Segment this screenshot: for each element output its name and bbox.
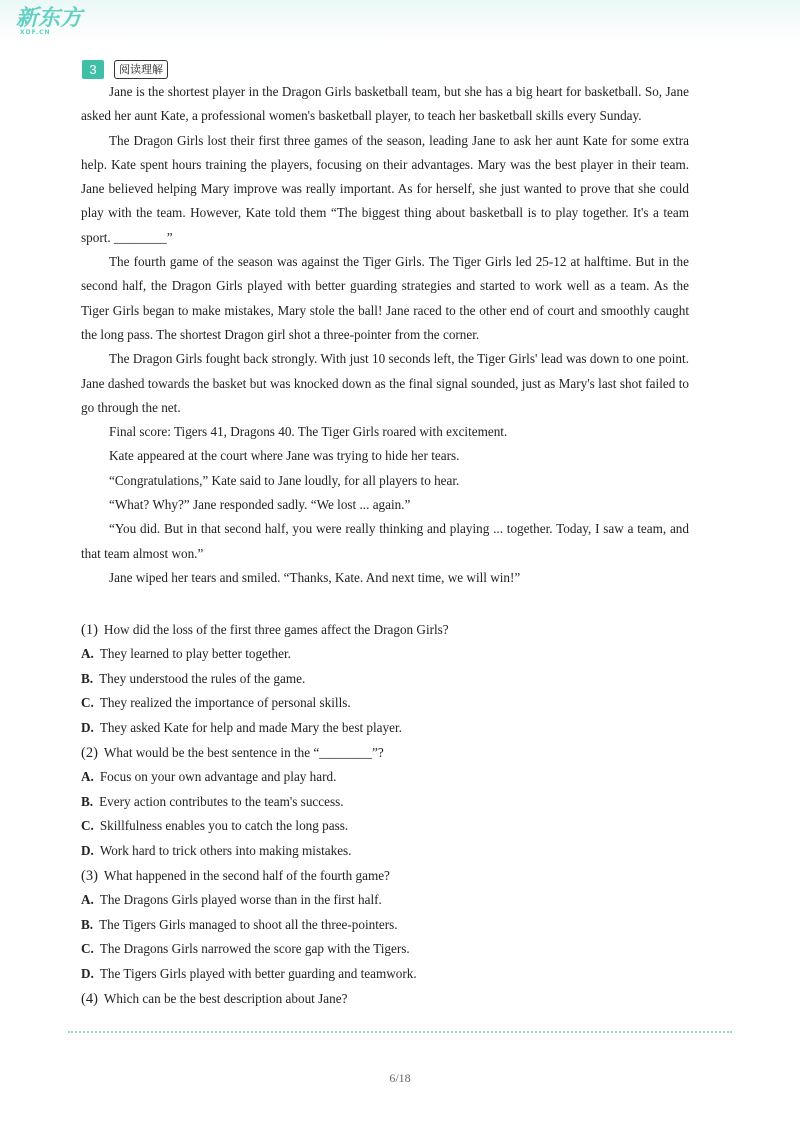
question-text: What would be the best sentence in the “________”?	[103, 745, 384, 761]
option-letter: A.	[81, 646, 94, 662]
option-letter: D.	[81, 842, 94, 858]
option-text: Skillfulness enables you to catch the long pass.	[99, 818, 349, 834]
passage-paragraph: Final score: Tigers 41, Dragons 40. The Tiger Girls roared with excitement.	[109, 424, 508, 440]
answer-option[interactable]	[81, 716, 689, 740]
option-letter: A.	[81, 769, 94, 785]
option-letter: C.	[81, 941, 94, 957]
option-letter: B.	[81, 793, 94, 809]
answer-option[interactable]	[81, 814, 689, 838]
option-text: They realized the importance of personal skills.	[99, 695, 351, 711]
question-index: (4)	[81, 991, 98, 1008]
logo-text: 新东方	[16, 6, 83, 31]
page-divider	[68, 1031, 732, 1033]
option-letter: C.	[81, 818, 94, 834]
option-text: They understood the rules of the game.	[99, 670, 306, 686]
option-text: The Dragons Girls narrowed the score gap with the Tigers.	[99, 941, 410, 957]
passage-paragraph: Jane is the shortest player in the Dragon Girls basketball team, but she has a big heart for basketball. So, Jane asked her aunt Kate, a professional women's basketball player, to teach her basketball skills every Sunday.	[81, 84, 689, 124]
option-letter: D.	[81, 719, 94, 735]
question-stem	[81, 864, 689, 888]
option-text: They learned to play better together.	[99, 646, 291, 662]
option-letter: D.	[81, 965, 94, 981]
passage-paragraph: “Congratulations,” Kate said to Jane loudly, for all players to hear.	[109, 472, 460, 488]
top-banner	[0, 0, 800, 42]
answer-option[interactable]	[81, 937, 689, 961]
option-letter: A.	[81, 892, 94, 908]
answer-option[interactable]	[81, 962, 689, 986]
answer-option[interactable]	[81, 765, 689, 789]
question-text: What happened in the second half of the fourth game?	[103, 868, 390, 884]
answer-option[interactable]	[81, 667, 689, 691]
question-type-tag: 阅读理解	[114, 60, 168, 79]
brand-logo	[16, 8, 82, 38]
answer-option[interactable]	[81, 642, 689, 666]
option-letter: B.	[81, 916, 94, 932]
answer-option[interactable]	[81, 790, 689, 814]
passage-paragraph: “You did. But in that second half, you were really thinking and playing ... together. Today, I saw a team, and that team almost won.”	[81, 521, 689, 561]
option-text: Every action contributes to the team's success.	[99, 793, 344, 809]
reading-passage	[81, 80, 689, 590]
option-text: Work hard to trick others into making mistakes.	[99, 842, 352, 858]
question-index: (1)	[81, 622, 98, 638]
option-text: They asked Kate for help and made Mary the best player.	[99, 719, 402, 735]
answer-option[interactable]	[81, 691, 689, 715]
option-letter: C.	[81, 695, 94, 711]
answer-option[interactable]	[81, 913, 689, 937]
question-stem	[81, 618, 689, 642]
option-text: The Dragons Girls played worse than in the first half.	[99, 892, 382, 908]
question-stem	[81, 987, 689, 1011]
passage-paragraph: Kate appeared at the court where Jane was trying to hide her tears.	[109, 448, 460, 464]
question-list	[81, 617, 689, 1012]
question-text: Which can be the best description about Jane?	[103, 991, 348, 1007]
passage-paragraph: The Dragon Girls fought back strongly. With just 10 seconds left, the Tiger Girls' lead was down to one point. Jane dashed towards the basket but was knocked down as the final signal sounded, just as Mary's last shot failed to go through the net.	[81, 351, 689, 415]
passage-paragraph: “What? Why?” Jane responded sadly. “We lost ... again.”	[109, 497, 411, 513]
question-stem	[81, 741, 689, 765]
answer-option[interactable]	[81, 888, 689, 912]
option-text: The Tigers Girls played with better guarding and teamwork.	[99, 965, 417, 981]
option-letter: B.	[81, 670, 94, 686]
question-index: (3)	[81, 868, 98, 885]
page-number: 6/18	[389, 1071, 411, 1085]
answer-option[interactable]	[81, 839, 689, 863]
question-index: (2)	[81, 745, 98, 762]
question-number-badge: 3	[82, 60, 104, 79]
passage-paragraph: The Dragon Girls lost their first three games of the season, leading Jane to ask her aunt Kate for some extra help. Kate spent hours training the players, focusing on their advantages. Mary was the best player in their team. Jane believed helping Mary improve was really important. As for herself, she just wanted to prove that she could play with the team. However, Kate told them “The biggest thing about basketball is to play together. It's a team sport. ________”	[81, 132, 689, 245]
question-text: How did the loss of the first three games affect the Dragon Girls?	[103, 622, 449, 637]
option-text: Focus on your own advantage and play hard.	[99, 769, 337, 785]
passage-paragraph: The fourth game of the season was against the Tiger Girls. The Tiger Girls led 25-12 at halftime. But in the second half, the Dragon Girls played with better guarding strategies and started to work well as a team. As the Tiger Girls began to make mistakes, Mary stole the ball! Jane raced to the other end of court and smoothly caught the long pass. The shortest Dragon girl shot a three-pointer from the corner.	[81, 254, 689, 342]
option-text: The Tigers Girls managed to shoot all the three-pointers.	[99, 916, 398, 932]
passage-paragraph: Jane wiped her tears and smiled. “Thanks, Kate. And next time, we will win!”	[109, 569, 521, 585]
logo-subtext: XDF.CN	[20, 29, 51, 36]
